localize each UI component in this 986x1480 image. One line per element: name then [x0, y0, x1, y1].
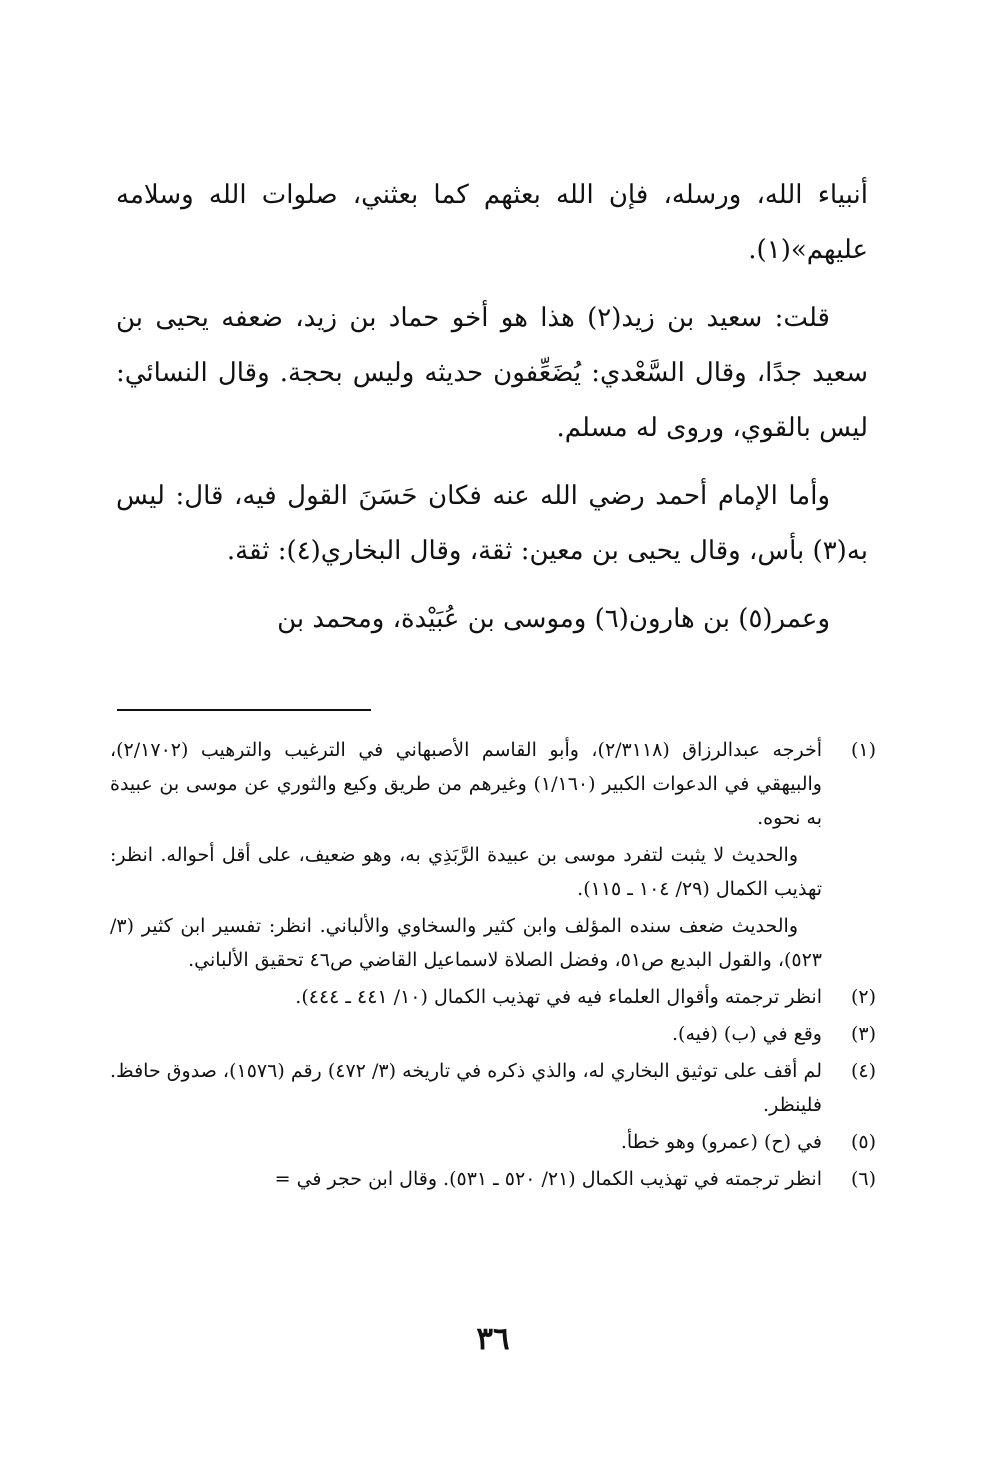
footnote-text: والحديث لا يثبت لتفرد موسى بن عبيدة الرَّبَذِي به، وهو ضعيف، على أقل أحواله. انظر: تهذيب الكمال (٢٩/ ١٠٤ ـ ١١٥).: [110, 844, 822, 900]
footnote-text: انظر ترجمته وأقوال العلماء فيه في تهذيب الكمال (١٠/ ٤٤١ ـ ٤٤٤).: [295, 986, 822, 1008]
footnote-1: [110, 733, 876, 977]
footnote-number: (٣): [850, 1023, 876, 1045]
footnote-6: [110, 1162, 876, 1196]
main-paragraph: وأما الإمام أحمد رضي الله عنه فكان حَسَنَ القول فيه، قال: ليس به(٣) بأس، وقال يحيى بن معين: ثقة، وقال البخاري(٤): ثقة.: [116, 481, 868, 566]
footnote-3: [110, 1017, 876, 1051]
page-number: ٣٦: [476, 1321, 510, 1357]
footnote-text: أخرجه عبدالرزاق (٢/٣١١٨)، وأبو القاسم الأصبهاني في الترغيب والترهيب (٢/١٧٠٢)، والبيهقي في الدعوات الكبير (١/١٦٠) وغيرهم من طريق وكيع والثوري عن موسى بن عبيدة به نحوه.: [110, 739, 822, 829]
footnote-5: [110, 1125, 876, 1159]
footnote-number: (١): [850, 739, 876, 761]
footnote-separator: [117, 709, 371, 711]
footnote-4: [110, 1054, 876, 1122]
footnote-number: (٦): [850, 1168, 876, 1190]
footnote-text: انظر ترجمته في تهذيب الكمال (٢١/ ٥٢٠ ـ ٥٣١). وقال ابن حجر في =: [274, 1168, 822, 1190]
main-paragraph: وعمر(٥) بن هارون(٦) وموسى بن عُبَيْدة، ومحمد بن: [277, 604, 830, 634]
footnote-number: (٤): [850, 1060, 876, 1082]
footnote-text: وقع في (ب) (فيه).: [672, 1023, 822, 1045]
footnote-number: (٢): [850, 986, 876, 1008]
footnote-number: (٥): [850, 1131, 876, 1153]
footnote-2: [110, 980, 876, 1014]
footnote-text: والحديث ضعف سنده المؤلف وابن كثير والسخاوي والألباني. انظر: تفسير ابن كثير (٣/ ٥٢٣)، والقول البديع ص٥١، وفضل الصلاة لاسماعيل القاضي ص٤٦ تحقيق الألباني.: [110, 915, 822, 971]
footnote-text: في (ح) (عمرو) وهو خطأ.: [620, 1131, 822, 1153]
footnotes: [110, 733, 876, 1199]
footnote-text: لم أقف على توثيق البخاري له، والذي ذكره في تاريخه (٣/ ٤٧٢) رقم (١٥٧٦)، صدوق حافظ. فلينظر.: [110, 1060, 822, 1116]
main-paragraph: قلت: سعيد بن زيد(٢) هذا هو أخو حماد بن زيد، ضعفه يحيى بن سعيد جدًا، وقال السَّعْدي: يُضَعِّفون حديثه وليس بحجة. وقال النسائي: ليس بالقوي، وروى له مسلم.: [116, 303, 868, 443]
main-paragraph: أنبياء الله، ورسله، فإن الله بعثهم كما بعثني، صلوات الله وسلامه عليهم»(١).: [116, 180, 868, 265]
main-text: [116, 168, 868, 647]
